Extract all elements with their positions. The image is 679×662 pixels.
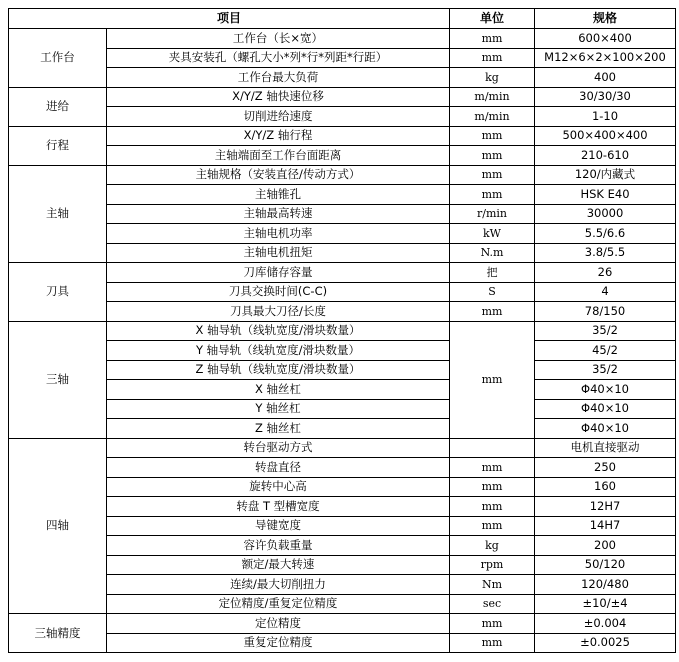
table-row bbox=[9, 360, 676, 380]
spec-cell: 120/480 bbox=[535, 575, 676, 595]
spec-cell: ±0.0025 bbox=[535, 633, 676, 653]
table-row bbox=[9, 107, 676, 127]
unit-cell: kg bbox=[450, 68, 535, 88]
table-row bbox=[9, 575, 676, 595]
spec-cell: 50/120 bbox=[535, 555, 676, 575]
table-row bbox=[9, 87, 676, 107]
unit-cell: kW bbox=[450, 224, 535, 244]
unit-cell: mm bbox=[450, 458, 535, 478]
group-label: 进给 bbox=[9, 87, 107, 126]
item-cell: 定位精度/重复定位精度 bbox=[107, 594, 450, 614]
item-cell: X/Y/Z 轴行程 bbox=[107, 126, 450, 146]
spec-cell: M12×6×2×100×200 bbox=[535, 48, 676, 68]
item-cell: 容许负载重量 bbox=[107, 536, 450, 556]
spec-cell: 210-610 bbox=[535, 146, 676, 166]
item-cell: Y 轴导轨（线轨宽度/滑块数量） bbox=[107, 341, 450, 361]
unit-cell: N.m bbox=[450, 243, 535, 263]
table-row bbox=[9, 633, 676, 653]
spec-cell: 400 bbox=[535, 68, 676, 88]
spec-cell: 160 bbox=[535, 477, 676, 497]
group-label: 四轴 bbox=[9, 438, 107, 614]
spec-table-body bbox=[9, 29, 676, 653]
unit-cell: kg bbox=[450, 536, 535, 556]
item-cell: 刀具最大刀径/长度 bbox=[107, 302, 450, 322]
table-row bbox=[9, 282, 676, 302]
item-cell: 定位精度 bbox=[107, 614, 450, 634]
unit-cell: r/min bbox=[450, 204, 535, 224]
spec-cell: 1-10 bbox=[535, 107, 676, 127]
table-row bbox=[9, 243, 676, 263]
table-row bbox=[9, 146, 676, 166]
unit-cell: sec bbox=[450, 594, 535, 614]
unit-cell: mm bbox=[450, 165, 535, 185]
item-cell: 主轴端面至工作台面距离 bbox=[107, 146, 450, 166]
unit-cell: mm bbox=[450, 516, 535, 536]
spec-cell: Φ40×10 bbox=[535, 399, 676, 419]
header-row bbox=[9, 9, 676, 29]
spec-cell: 78/150 bbox=[535, 302, 676, 322]
spec-cell: 12H7 bbox=[535, 497, 676, 517]
item-cell: 工作台（长×宽） bbox=[107, 29, 450, 49]
unit-cell: mm bbox=[450, 477, 535, 497]
group-label: 三轴 bbox=[9, 321, 107, 438]
unit-cell: mm bbox=[450, 633, 535, 653]
spec-cell: Φ40×10 bbox=[535, 419, 676, 439]
table-row bbox=[9, 204, 676, 224]
item-cell: 刀具交换时间(C-C) bbox=[107, 282, 450, 302]
spec-cell: 4 bbox=[535, 282, 676, 302]
item-cell: X 轴导轨（线轨宽度/滑块数量） bbox=[107, 321, 450, 341]
table-row bbox=[9, 419, 676, 439]
header-spec: 规格 bbox=[535, 9, 676, 29]
spec-cell: 5.5/6.6 bbox=[535, 224, 676, 244]
unit-cell: m/min bbox=[450, 107, 535, 127]
table-row bbox=[9, 68, 676, 88]
item-cell: 主轴电机扭矩 bbox=[107, 243, 450, 263]
table-row bbox=[9, 224, 676, 244]
unit-cell: mm bbox=[450, 614, 535, 634]
item-cell: 重复定位精度 bbox=[107, 633, 450, 653]
item-cell: 连续/最大切削扭力 bbox=[107, 575, 450, 595]
unit-cell: mm bbox=[450, 126, 535, 146]
spec-cell: 35/2 bbox=[535, 321, 676, 341]
spec-cell: ±0.004 bbox=[535, 614, 676, 634]
item-cell: Z 轴丝杠 bbox=[107, 419, 450, 439]
spec-cell: 120/内藏式 bbox=[535, 165, 676, 185]
spec-cell: Φ40×10 bbox=[535, 380, 676, 400]
item-cell: 工作台最大负荷 bbox=[107, 68, 450, 88]
unit-cell: S bbox=[450, 282, 535, 302]
table-row bbox=[9, 477, 676, 497]
spec-cell: 30/30/30 bbox=[535, 87, 676, 107]
table-row bbox=[9, 341, 676, 361]
table-row bbox=[9, 614, 676, 634]
item-cell: 切削进给速度 bbox=[107, 107, 450, 127]
item-cell: 主轴电机功率 bbox=[107, 224, 450, 244]
group-label: 行程 bbox=[9, 126, 107, 165]
unit-cell: mm bbox=[450, 302, 535, 322]
unit-cell: mm bbox=[450, 29, 535, 49]
table-row bbox=[9, 126, 676, 146]
table-row bbox=[9, 29, 676, 49]
item-cell: 导键宽度 bbox=[107, 516, 450, 536]
item-cell: X 轴丝杠 bbox=[107, 380, 450, 400]
unit-cell: mm bbox=[450, 146, 535, 166]
table-row bbox=[9, 594, 676, 614]
unit-cell bbox=[450, 438, 535, 458]
group-label: 刀具 bbox=[9, 263, 107, 322]
item-cell: X/Y/Z 轴快速位移 bbox=[107, 87, 450, 107]
item-cell: 转盘直径 bbox=[107, 458, 450, 478]
unit-cell: mm bbox=[450, 48, 535, 68]
spec-cell: 45/2 bbox=[535, 341, 676, 361]
spec-cell: 600×400 bbox=[535, 29, 676, 49]
table-row bbox=[9, 185, 676, 205]
table-row bbox=[9, 438, 676, 458]
item-cell: 主轴规格（安装直径/传动方式） bbox=[107, 165, 450, 185]
table-row bbox=[9, 399, 676, 419]
item-cell: Y 轴丝杠 bbox=[107, 399, 450, 419]
table-row bbox=[9, 555, 676, 575]
item-cell: 刀库储存容量 bbox=[107, 263, 450, 283]
unit-cell: mm bbox=[450, 185, 535, 205]
spec-table bbox=[8, 8, 676, 653]
spec-cell: 电机直接驱动 bbox=[535, 438, 676, 458]
spec-cell: 250 bbox=[535, 458, 676, 478]
spec-cell: 26 bbox=[535, 263, 676, 283]
item-cell: 额定/最大转速 bbox=[107, 555, 450, 575]
table-row bbox=[9, 536, 676, 556]
item-cell: 转台驱动方式 bbox=[107, 438, 450, 458]
unit-cell: mm bbox=[450, 321, 535, 438]
item-cell: 转盘 T 型槽宽度 bbox=[107, 497, 450, 517]
unit-cell: rpm bbox=[450, 555, 535, 575]
spec-cell: 200 bbox=[535, 536, 676, 556]
unit-cell: 把 bbox=[450, 263, 535, 283]
group-label: 主轴 bbox=[9, 165, 107, 263]
table-row bbox=[9, 321, 676, 341]
spec-cell: HSK E40 bbox=[535, 185, 676, 205]
table-row bbox=[9, 302, 676, 322]
spec-cell: 35/2 bbox=[535, 360, 676, 380]
table-row bbox=[9, 458, 676, 478]
table-row bbox=[9, 497, 676, 517]
table-row bbox=[9, 380, 676, 400]
spec-cell: 14H7 bbox=[535, 516, 676, 536]
spec-cell: 3.8/5.5 bbox=[535, 243, 676, 263]
spec-cell: 30000 bbox=[535, 204, 676, 224]
item-cell: 夹具安装孔（螺孔大小*列*行*列距*行距） bbox=[107, 48, 450, 68]
item-cell: Z 轴导轨（线轨宽度/滑块数量） bbox=[107, 360, 450, 380]
group-label: 三轴精度 bbox=[9, 614, 107, 653]
unit-cell: mm bbox=[450, 497, 535, 517]
table-row bbox=[9, 516, 676, 536]
spec-cell: ±10/±4 bbox=[535, 594, 676, 614]
group-label: 工作台 bbox=[9, 29, 107, 88]
table-row bbox=[9, 48, 676, 68]
table-row bbox=[9, 165, 676, 185]
item-cell: 旋转中心高 bbox=[107, 477, 450, 497]
unit-cell: m/min bbox=[450, 87, 535, 107]
header-item: 项目 bbox=[9, 9, 450, 29]
spec-cell: 500×400×400 bbox=[535, 126, 676, 146]
item-cell: 主轴最高转速 bbox=[107, 204, 450, 224]
item-cell: 主轴锥孔 bbox=[107, 185, 450, 205]
header-unit: 单位 bbox=[450, 9, 535, 29]
table-row bbox=[9, 263, 676, 283]
unit-cell: Nm bbox=[450, 575, 535, 595]
